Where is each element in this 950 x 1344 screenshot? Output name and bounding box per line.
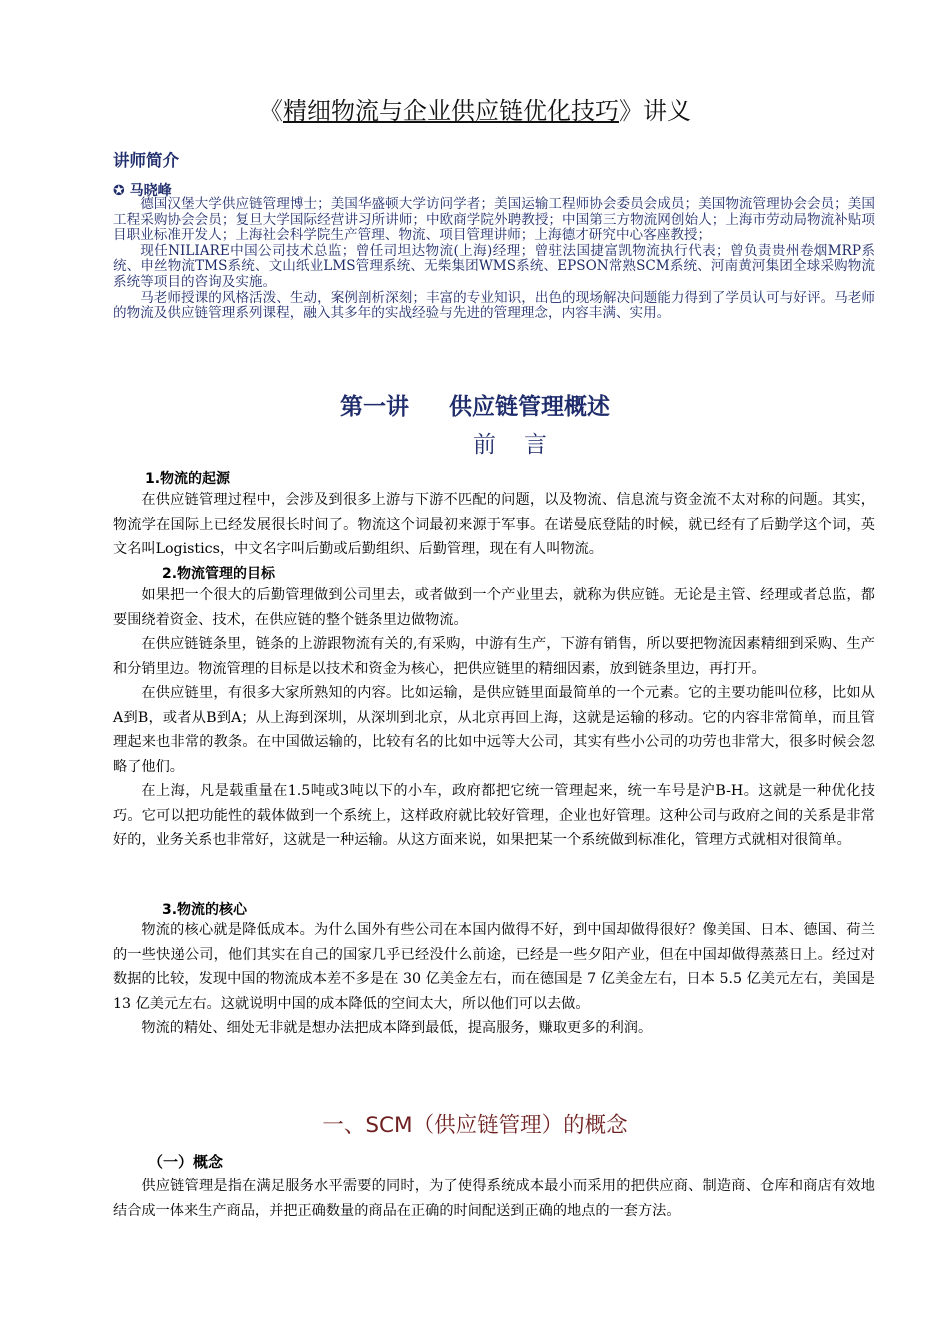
- section-body-origin: [113, 488, 875, 562]
- body-paragraph: 在供应链里，有很多大家所熟知的内容。比如运输，是供应链里面最简单的一个元素。它的主要功能叫位移，比如从A到B，或者从B到A；从上海到深圳，从深圳到北京，从北京再回上海，这就是运输的移动。它的内容非常简单，而且管理起来也非常的教条。在中国做运输的，比较有名的比如中远等大公司，其实有些小公司的功劳也非常大，很多时候会忽略了他们。: [113, 685, 875, 775]
- star-icon: ✪: [113, 183, 125, 199]
- body-paragraph: 在供应链链条里，链条的上游跟物流有关的,有采购，中游有生产，下游有销售，所以要把物流因素精细到采购、生产和分销里边。物流管理的目标是以技术和资金为核心，把供应链里的精细因素，放到链条里边，再打开。: [113, 636, 875, 677]
- instructor-heading: 讲师简介: [113, 151, 179, 170]
- body-paragraph: 供应链管理是指在满足服务水平需要的同时，为了使得系统成本最小而采用的把供应商、制造商、仓库和商店有效地结合成一体来生产商品，并把正确数量的商品在正确的时间配送到正确的地点的一套方法。: [113, 1178, 875, 1219]
- scm-sub-heading: （一）概念: [148, 1153, 224, 1171]
- document-title-main: 精细物流与企业供应链优化技巧: [283, 97, 619, 125]
- body-paragraph: 如果把一个很大的后勤管理做到公司里去，或者做到一个产业里去，就称为供应链。无论是主管、经理或者总监，都要围绕着资金、技术，在供应链的整个链条里边做物流。: [113, 587, 875, 628]
- scm-body: [113, 1174, 875, 1223]
- section-heading-core: 3.物流的核心: [162, 902, 248, 918]
- body-paragraph: 在上海，凡是载重量在1.5吨或3吨以下的小车，政府都把它统一管理起来，统一车号是沪B-H。这就是一种优化技巧。它可以把功能性的载体做到一个系统上，这样政府就比较好管理，企业也好管理。这种公司与政府之间的关系是非常好的，业务关系也非常好，这就是一种运输。从这方面来说，如果把某一个系统做到标准化，管理方式就相对很简单。: [113, 783, 875, 848]
- lecture-title: [0, 388, 950, 421]
- section-body-goal: [113, 583, 875, 853]
- lecture-number: 第一讲: [340, 394, 409, 420]
- bio-paragraph: 现任NILIARE中国公司技术总监；曾任司坦达物流(上海)经理；曾驻法国捷富凯物流执行代表；曾负责贵州卷烟MRP系统、申丝物流TMS系统、文山纸业LMS管理系统、无柴集团WMS系统、EPSON常熟SCM系统、河南黄河集团全球采购物流系统等项目的咨询及实施。: [113, 242, 875, 290]
- body-paragraph: 物流的核心就是降低成本。为什么国外有些公司在本国内做得不好，到中国却做得很好？像美国、日本、德国、荷兰的一些快递公司，他们其实在自己的国家几乎已经没什么前途，已经是一些夕阳产业，但在中国却做得蒸蒸日上。经过对数据的比较，发现中国的物流成本差不多是在 30 亿美金左右，而在德国是 7 亿美金左右，日本 5.5 亿美元左右，美国是 13 亿美元左右。这就说明中国的成本降低的空间太大，所以他们可以去做。: [113, 922, 875, 1012]
- body-paragraph: 物流的精处、细处无非就是想办法把成本降到最低，提高服务，赚取更多的利润。: [141, 1020, 653, 1036]
- body-paragraph: 在供应链管理过程中，会涉及到很多上游与下游不匹配的问题，以及物流、信息流与资金流不太对称的问题。其实，物流学在国际上已经发展很长时间了。物流这个词最初来源于军事。在诺曼底登陆的时候，就已经有了后勤学这个词，英文名叫Logistics，中文名字叫后勤或后勤组织、后勤管理，现在有人叫物流。: [113, 492, 875, 557]
- section-heading-goal: 2.物流管理的目标: [162, 566, 276, 582]
- bio-paragraph: 德国汉堡大学供应链管理博士；美国华盛顿大学访问学者；美国运输工程师协会委员会成员；美国物流管理协会会员；美国工程采购协会会员；复旦大学国际经营讲习所讲师；中欧商学院外聘教授；中国第三方物流网创始人；上海市劳动局物流补贴项目职业标准开发人；上海社会科学院生产管理、物流、项目管理讲师；上海德才研究中心客座教授；: [113, 196, 875, 244]
- instructor-bio: [113, 197, 875, 322]
- document-title: 《精细物流与企业供应链优化技巧》讲义: [259, 97, 691, 125]
- lecture-name: 供应链管理概述: [449, 394, 610, 420]
- section-heading-origin: 1.物流的起源: [145, 471, 231, 487]
- preface-heading: 前言: [473, 432, 575, 458]
- scm-section-title: 一、SCM（供应链管理）的概念: [322, 1113, 628, 1138]
- section-body-core: [113, 918, 875, 1041]
- instructor-name: 马晓峰: [129, 183, 172, 199]
- bio-paragraph: 马老师授课的风格活泼、生动，案例剖析深刻；丰富的专业知识，出色的现场解决问题能力得到了学员认可与好评。马老师的物流及供应链管理系列课程，融入其多年的实战经验与先进的管理理念，内容丰满、实用。: [113, 289, 875, 322]
